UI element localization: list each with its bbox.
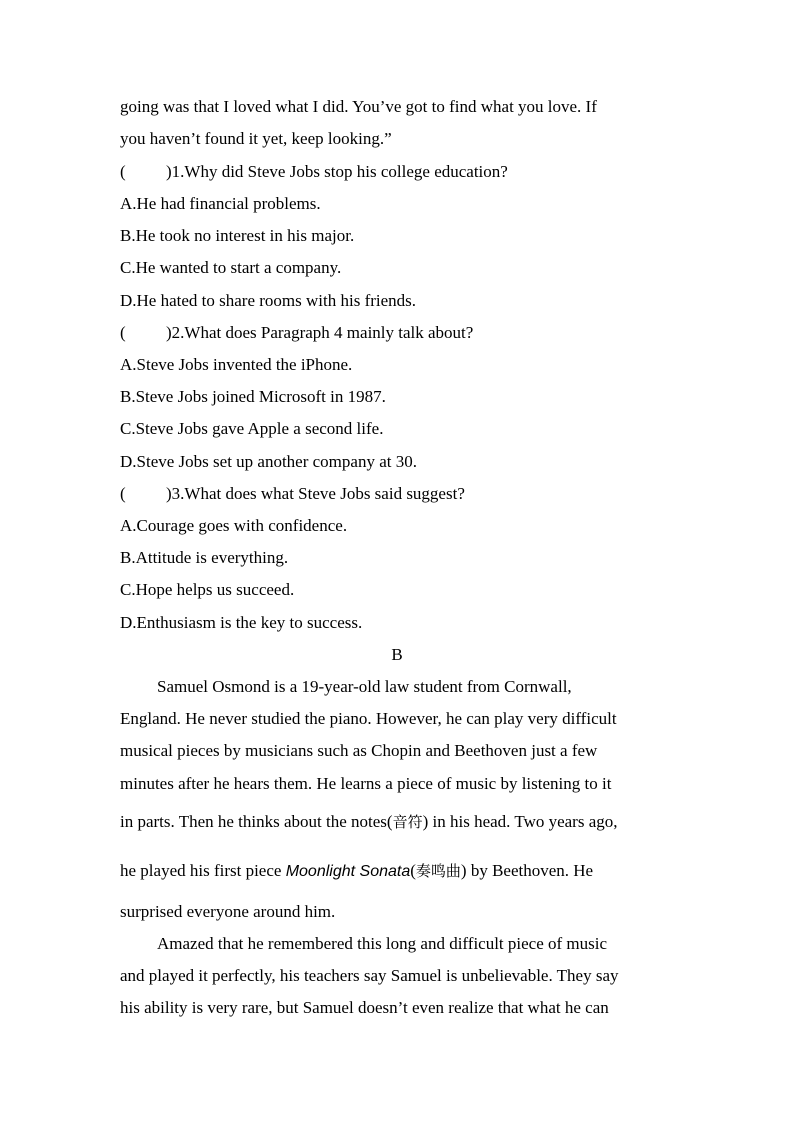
option-c: C.Hope helps us succeed.	[120, 580, 295, 599]
option-d: D.Steve Jobs set up another company at 30.	[120, 452, 417, 471]
answer-blank: (	[120, 484, 126, 503]
text-run: ) in his head. Two years ago,	[422, 812, 618, 831]
text-run: in parts. Then he thinks about the notes(	[120, 812, 393, 831]
option-b: B.Attitude is everything.	[120, 548, 289, 567]
text-run: (	[410, 861, 416, 880]
passage-line: Amazed that he remembered this long and difficult piece of music	[157, 934, 608, 953]
question-3	[120, 484, 465, 504]
text-run: ) by Beethoven. He	[460, 861, 594, 880]
option-c: C.Steve Jobs gave Apple a second life.	[120, 419, 384, 438]
option-d: D.Enthusiasm is the key to success.	[120, 613, 363, 632]
question-2	[120, 323, 473, 343]
option-a: A.He had financial problems.	[120, 194, 321, 213]
option-d: D.He hated to share rooms with his friends.	[120, 291, 417, 310]
answer-blank: (	[120, 323, 126, 342]
piece-title: Moonlight Sonata	[285, 863, 411, 880]
question-stem: )3.What does what Steve Jobs said suggest?	[166, 484, 465, 503]
question-stem: )1.Why did Steve Jobs stop his college education?	[166, 162, 508, 181]
passage-line: musical pieces by musicians such as Chopin and Beethoven just a few	[120, 741, 598, 760]
passage-line	[120, 812, 618, 832]
gloss-chinese: 音符	[392, 813, 423, 831]
section-heading: B	[391, 645, 403, 664]
passage-line: and played it perfectly, his teachers say Samuel is unbelievable. They say	[120, 966, 619, 985]
passage-line: his ability is very rare, but Samuel doesn’t even realize that what he can	[120, 998, 609, 1017]
passage-line: you haven’t found it yet, keep looking.”	[120, 129, 392, 148]
passage-line: surprised everyone around him.	[120, 902, 336, 921]
option-a: A.Courage goes with confidence.	[120, 516, 348, 535]
option-b: B.Steve Jobs joined Microsoft in 1987.	[120, 387, 386, 406]
gloss-chinese: 奏鸣曲	[415, 862, 461, 880]
passage-line: minutes after he hears them. He learns a piece of music by listening to it	[120, 774, 612, 793]
option-c: C.He wanted to start a company.	[120, 258, 342, 277]
question-stem: )2.What does Paragraph 4 mainly talk about?	[166, 323, 474, 342]
passage-line: Samuel Osmond is a 19-year-old law student from Cornwall,	[157, 677, 572, 696]
text-run: he played his first piece	[120, 861, 286, 880]
option-b: B.He took no interest in his major.	[120, 226, 355, 245]
passage-line: England. He never studied the piano. However, he can play very difficult	[120, 709, 617, 728]
question-1	[120, 162, 508, 182]
passage-line	[120, 861, 593, 881]
answer-blank: (	[120, 162, 126, 181]
option-a: A.Steve Jobs invented the iPhone.	[120, 355, 353, 374]
passage-line: going was that I loved what I did. You’ve got to find what you love. If	[120, 97, 597, 116]
